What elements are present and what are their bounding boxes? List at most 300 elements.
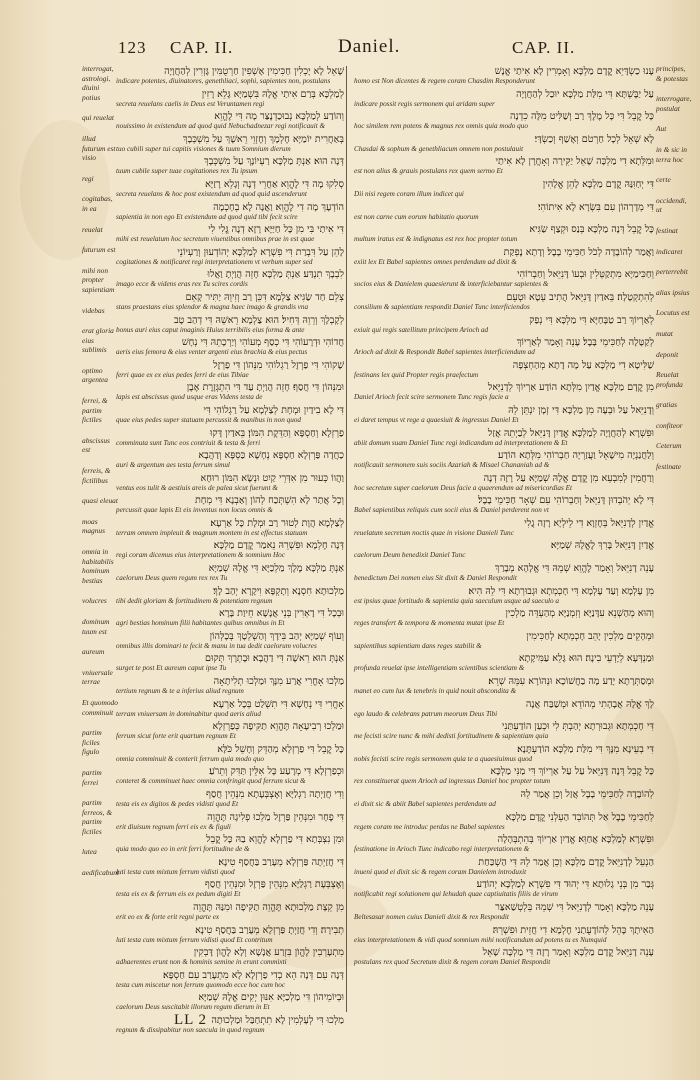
hebrew-line: אֱדַיִן דָּנִיֵּאל בָּרִךְ לֶאֱלָהּ שְׁמַיָּא׃ — [550, 540, 654, 552]
margin-note: Locutus est — [656, 308, 690, 318]
verse-pair — [116, 473, 344, 493]
margin-note: vniuersale terrae — [82, 667, 113, 687]
hebrew-line: אֱדַיִן לְדָנִיֵּאל בְּחֶזְוָא דִי לֵילְיָא רָזָה גֲלִי — [524, 517, 654, 529]
latin-interlinear-line: tuo cubili super tui capitis visiones & tuum Somnium dierum — [116, 144, 291, 153]
latin-interlinear-line: manet eo cum lux & tenebris in quid nouit abscondita & — [354, 687, 517, 696]
verse-pair — [354, 586, 654, 606]
margin-note: Et quomodo comminuit — [82, 697, 118, 717]
verse-pair — [116, 224, 344, 244]
column-divider — [346, 66, 347, 1012]
hebrew-line: אַנְתְּ הוּא רֵאשָׁה דִּי דַהֲבָא׃ וּבָתְרָךְ תְּקוּם — [205, 653, 344, 665]
verse-pair — [354, 857, 654, 877]
latin-interlinear-line: adhaerentes erunt non & hominis semine in erunt commixti — [116, 958, 287, 967]
latin-interlinear-line: testa eis ex digitos & pedes vidisti quod Et — [116, 800, 239, 808]
margin-note: gratias — [656, 400, 677, 410]
hebrew-line: עָנֵה דָנִיֵּאל וְאָמַר לֶהֱוֵא שְׁמֵהּ דִּי אֱלָהָא מְבָרַךְ — [494, 563, 654, 575]
hebrew-line: וּמְהָקֵים מַלְכִין יָהֵב חָכְמְתָא לְחַכִּימִין — [526, 630, 654, 642]
latin-interlinear-line: terram vniuersam in dominabitur quod aeris aliud — [116, 709, 261, 718]
verse-pair — [354, 450, 654, 470]
latin-interlinear-line: regnum & dissipabitur non saecula in quod regnum — [116, 1025, 265, 1034]
latin-interlinear-line: est non carne cum eorum habitatio quorum — [354, 212, 479, 221]
margin-note: omnia in habitabilis hominum bestias — [82, 547, 114, 585]
latin-interlinear-line: multum iratus est & indignatus est rex hoc propter totum — [354, 235, 518, 244]
verse-pair — [354, 89, 654, 109]
latin-interlinear-line: quae eius pedes super statuam percussit & manibus in non quod — [116, 415, 302, 424]
latin-interlinear-line: nouissimo in existendum ad quod quid Nebuchadnezar regi notificauit & — [116, 122, 326, 131]
verse-pair — [116, 89, 344, 109]
hebrew-line: הַנְעֵל לְדָנִיֵּאל קֳדָם מַלְכָּא וְכֵן אֲמַר לֵהּ דִּי הַשְׁכַּחַת — [478, 856, 654, 868]
hebrew-line: וְכָל אֲתַר לָא הִשְׁתְּכַח לְהוֹן וְאַבְנָא דִּי מְחָת — [194, 495, 344, 507]
verse-pair — [354, 428, 654, 448]
hebrew-line: דִּי יְחַוִּנַּהּ קֳדָם מַלְכָּא לָהֵן אֱלָהִין — [542, 178, 654, 190]
hebrew-line: וּמִן נִצְבְּתָא דִּי פַרְזְלָא לֶהֱוֵא בַהּ כָּל קֳבֵל — [206, 834, 344, 846]
verse-pair — [116, 518, 344, 538]
verse-pair — [116, 428, 344, 448]
hebrew-line: וְאֶצְבְּעָת רַגְלַיָּא מִנְּהֵין פַּרְזֶל וּמִנְּהֵין חֲסַף — [204, 879, 344, 891]
latin-interlinear-line: lapis est abscissus quod usque eras Videns testa de — [116, 393, 263, 402]
verse-pair — [354, 947, 654, 967]
hebrew-line: מִן עָלְמָא וְעַד עָלְמָא דִּי חָכְמְתָא וּגְבוּרְתָא דִּי לֵהּ הִיא׃ — [468, 585, 654, 597]
latin-interlinear-line: imago ecce & videns eras rex Tu scires cordis — [116, 280, 248, 289]
verse-pair — [354, 631, 654, 651]
hebrew-line: עָנֵה מַלְכָּא וְאָמַר לְדָנִיֵּאל דִּי שְׁמֵהּ בֵּלְטְשַׁאצַּר — [495, 901, 654, 913]
margin-note: Ceterum — [656, 441, 682, 451]
verse-pair — [116, 586, 344, 606]
hebrew-line: כַחֲדָה פַּרְזְלָא חַסְפָּא נְחָשָׁא כַּסְפָּא וְדַהֲבָא — [198, 450, 344, 462]
latin-interlinear-line: aeris eius femora & eius venter argenti eius brachia & eius pectus — [116, 348, 308, 357]
latin-interlinear-line: testa cum miscetur non ferrum quomodo ecce hoc cum hoc — [116, 980, 286, 989]
hebrew-line: וְחַכִּימַיָּא מִתְקַטְּלִין וּבְעוֹ דָּנִיֵּאל וְחַבְרוֹהִי — [517, 269, 654, 281]
hebrew-line: וְהוּא מְהַשְׁנֵא עִדָּנַיָּא וְזִמְנַיָּא מְהַעְדֵּה מַלְכִין — [505, 608, 654, 620]
hebrew-line: וּבְיוֹמֵיהוֹן דִּי מַלְכַיָּא אִנּוּן יְקִים אֱלָהּ שְׁמַיָּא — [198, 992, 344, 1004]
margin-note: Aut — [656, 124, 667, 134]
margin-note: quasi eleuat — [82, 496, 118, 506]
hebrew-line: שָׁקוֹהִי דִּי פַרְזֶל רַגְלוֹהִי מִנְּהוֹן דִּי פַרְזֶל — [213, 359, 344, 371]
margin-note: optimo argentea — [82, 365, 108, 385]
latin-interlinear-line: consilium & sapientiam respondit Daniel Tunc interficiendos — [354, 302, 530, 311]
verse-pair — [354, 563, 654, 583]
verse-pair — [354, 66, 654, 86]
hebrew-line: לִבְבָךְ תִנְדַּע׃ אַנְתְּ מַלְכָּא חָזֵה הֲוַיְתָ וַאֲלוּ — [207, 269, 344, 281]
hebrew-line: הוֹדְעָךְ מָה דִי לֶהֱוֵא׃ וַאֲנָה לָא בְחָכְמָה — [213, 201, 344, 213]
latin-interlinear-line: mihi est reuelatum hoc secretum viuentibus omnibus prae in est quae — [116, 235, 315, 244]
latin-interlinear-line: festinatione in Arioch Tunc indicabo regi interpretationem & — [354, 845, 530, 854]
verse-pair — [116, 360, 344, 380]
hebrew-line: לָהֵן עַל דִּבְרַת דִּי פִשְׁרָא לְמַלְכָּא יְהוֹדְעוּן וְרַעְיוֹנֵי — [177, 246, 344, 258]
latin-interlinear-line: reges transfert & tempora & momenta mutat ipse Et — [354, 619, 505, 628]
hebrew-line: וּמִלְּתָא דִי מַלְכָּה שָׁאֵל יַקִּירָה וְאָחֳרָן לָא אִיתַי — [495, 156, 654, 168]
latin-interlinear-line: profunda reuelat ipse intelligentiam scientibus scientiam & — [354, 664, 525, 673]
verse-pair — [116, 405, 344, 425]
latin-interlinear-line: me fecisti scire nunc & mihi dedisti fortitudinem & sapientiam quia — [354, 732, 549, 741]
latin-interlinear-line: Arioch ad dixit & Respondit Babel sapientes interficiendum ad — [354, 348, 535, 357]
verse-pair — [354, 518, 654, 538]
hebrew-line: סְלִקוּ מָה דִּי לֶהֱוֵא אַחֲרֵי דְנָה וְגָלֵא רָזַיָּא — [205, 178, 344, 190]
latin-interlinear-line: rex constituerat quem Arioch ad ingressus Daniel hoc propter totum — [354, 777, 551, 786]
hebrew-line: דִּי חֲזַיְתָה פַּרְזְלָא מְעָרַב בַּחֲסַף טִינָא׃ — [218, 856, 344, 868]
verse-pair — [354, 721, 654, 741]
left-margin-notes — [82, 64, 118, 889]
hebrew-line: פַרְזְלָא וְחַסְפָּא וְהַדֵּקֶת הִמּוֹן׃ בֵּאדַיִן דָּקוּ — [209, 427, 344, 439]
hebrew-line: לָךְ אֱלָהּ אֲבָהָתִי מְהוֹדֵא וּמְשַׁבַּח אֲנָה — [525, 698, 654, 710]
latin-interlinear-line: indicare potentes, diuinatores, genethliaci, sophi, sapientes non, postulans — [116, 77, 331, 85]
latin-interlinear-line: homo est Non dicentes & regem coram Chasdim Responderunt — [354, 77, 535, 85]
verse-pair — [116, 970, 344, 990]
hebrew-line: דִּי בְעֵינָא מִנָּךְ דִּי מִלַּת מַלְכָּא הוֹדַעְתֶּנָא׃ — [517, 743, 654, 755]
latin-interlinear-line: conteret & comminuet haec omnia confringit quod ferrum sicut & — [116, 777, 306, 786]
latin-interlinear-line: secreta reuelans & hoc post existendum ad quod quid ascenderunt — [116, 189, 307, 198]
hebrew-line: שַׁלִּיטָא דִי מַלְכָּא עַל מָה דָתָא מְהַחְצְפָה — [512, 359, 654, 371]
verse-pair — [354, 337, 654, 357]
margin-note: partim ferrei — [82, 767, 102, 787]
latin-interlinear-line: Dii nisi regem coram illum indicet qui — [354, 189, 464, 198]
hebrew-line: לְחַכִּימֵי בָבֶל אַל תְּהוֹבֵד הַעֵלְנִי קֳדָם מַלְכָּא — [505, 811, 654, 823]
latin-interlinear-line: auri & argentum aes testa ferrum simul — [116, 461, 230, 470]
margin-note: festinate — [656, 462, 682, 472]
latin-interlinear-line: est ipsius quae fortitudo & sapientia quia saeculum usque ad saeculo a — [354, 596, 560, 605]
verse-pair — [354, 382, 654, 402]
latin-interlinear-line: indicare possit regis sermonem qui aridam super — [354, 99, 495, 108]
latin-interlinear-line: luti testa cum mixtum ferrum vidisti quod Et contritum — [116, 935, 273, 944]
margin-note: alias ipsius — [656, 287, 690, 297]
latin-interlinear-line: Daniel Arioch fecit scire sermonem Tunc regis facie a — [354, 393, 509, 402]
verse-pair — [116, 834, 344, 854]
hebrew-line: דִּי פֶחָר וּמִנְּהֵין פַּרְזֶל מַלְכוּ פְלִיגָה תֶּהֱוֵה — [207, 811, 344, 823]
hebrew-line: וּכְפַרְזְלָא דִּי מְרָעַע כָּל אִלֵּין תַּדִּק וְתֵרֹעַ׃ — [209, 766, 344, 778]
verse-pair — [116, 269, 344, 289]
hebrew-line: עָנוּ כַשְׂדָּיֵא קֳדָם מַלְכָּא וְאָמְרִין לָא אִיתַי אֱנָשׁ — [494, 66, 654, 77]
margin-note: cogitabas, in ea — [82, 194, 113, 213]
hebrew-line: עַל יַבֶּשְׁתָּא דִּי מִלַּת מַלְכָּא יוּכַל לְהַחֲוָיָה — [516, 88, 654, 100]
hebrew-line: וּבְכָל דִּי דָאְרִין בְּנֵי אֲנָשָׁא חֵיוַת בָּרָא — [218, 608, 344, 620]
hebrew-line: וּמַלְכוּ רְבִיעָאָה תֶּהֱוֵא תַקִּיפָה כְּפַרְזְלָא — [212, 721, 344, 733]
latin-interlinear-line: inueni quod ei dixit sic & regem coram Danielem introduxit — [354, 867, 527, 876]
verse-pair — [116, 315, 344, 335]
verse-pair — [116, 337, 344, 357]
hebrew-line: כָּל קֳבֵל דְּנָה מַלְכָּא בְּנַס וּקְצַף שַׂגִּיא — [529, 224, 654, 236]
hebrew-line: וְדִי חֲזַיְתָה רַגְלַיָּא וְאֶצְבְּעָתָא מִנְּהֵין חֲסַף — [206, 789, 344, 800]
hebrew-line: דִּי אִיתַי בִּי מִן כָּל חַיַּיָּא רָזָא דְנָה גֱּלִי לִי — [208, 224, 344, 236]
margin-note: in & sic in terra hoc — [656, 144, 687, 164]
hebrew-line: מִן קְצָת מַלְכוּתָא תֶּהֱוֵה תַקִּיפָה וּמִנַּהּ תֶּהֱוֵה — [193, 901, 344, 913]
verse-pair — [116, 66, 344, 86]
latin-interlinear-line: erit diuisum regnum ferri eis ex & figuli — [116, 822, 231, 831]
hebrew-line: אָחֳרִי דִּי נְחָשָׁא דִּי תִשְׁלַט בְּכָל אַרְעָא׃ — [213, 698, 344, 710]
verse-pair — [116, 902, 344, 922]
latin-interlinear-line: tuum cubile super tuae cogitationes rex Tu ipsum — [116, 167, 258, 176]
verse-pair — [354, 676, 654, 696]
hebrew-line: עָנֵה דָנִיֵּאל קֳדָם מַלְכָּא וְאָמַר רָזָה דִּי מַלְכָּה שָׁאֵל — [482, 947, 654, 959]
margin-note: Reuelat profunda — [656, 370, 683, 389]
verse-pair — [354, 902, 654, 922]
verse-pair — [116, 563, 344, 583]
margin-note: principes, & potestas — [656, 64, 688, 83]
hebrew-line: וּמְסַתְּרָתָא יָדַע מָה בַחֲשׁוֹכָא וּנְהוֹרָא עִמֵּהּ שְׁרֵא׃ — [488, 676, 654, 688]
margin-note: qui reuelat — [82, 113, 114, 123]
latin-interlinear-line: surget te post Et aureum caput ipse Tu — [116, 664, 227, 673]
verse-pair — [354, 879, 654, 899]
hebrew-line: שָׁאֵל לָא יָכְלִין חַכִּימִין אָשְׁפִין חַרְטֻמִּין גָּזְרִין לְהַחֲוָיָה — [164, 66, 344, 77]
margin-note: moas magnus — [82, 516, 105, 536]
margin-note: erat gloria eius sublimis — [82, 326, 114, 355]
margin-note: ferreis, & fictilibus — [82, 466, 111, 485]
latin-interlinear-line: comminuta sunt Tunc eos contriuit & testa & ferri — [116, 438, 261, 447]
verse-pair — [116, 495, 344, 515]
verse-pair — [116, 992, 344, 1012]
latin-interlinear-line: notificabit regi solutionem qui Iehudah quae captiuitatis filiis de virum — [354, 890, 558, 899]
hebrew-line: וּפִשְׁרָא לְמַלְכָּא אֲחַוֵּא׃ אֱדַיִן אַרְיוֹךְ בְּהִתְבְּהָלָה — [497, 834, 654, 846]
verse-pair — [354, 789, 654, 809]
latin-interlinear-line: notificauit sermonem suis sociis Azariah & Misael Chananiah ad & — [354, 461, 550, 470]
hebrew-line: וְרַחֲמִין לְמִבְעֵא מִן קֳדָם אֱלָהּ שְׁמַיָּא עַל רָזָה דְנָה — [483, 472, 654, 484]
margin-note: volucres — [82, 596, 107, 606]
latin-interlinear-line: sapientia in non ego Et existendum ad quod quid tibi fecit scire — [116, 212, 298, 221]
margin-note: perterrebit — [656, 267, 688, 277]
verse-pair — [354, 699, 654, 719]
latin-interlinear-line: hoc secretum super caelorum Deus facie a quaerendum ad misericordias Et — [354, 483, 572, 492]
margin-note: reuelat — [82, 224, 103, 234]
latin-interlinear-line: erit eo ex & forte erit regni parte ex — [116, 912, 220, 921]
latin-interlinear-line: exiuit qui regis satellitum principem Arioch ad — [354, 325, 489, 334]
hebrew-line: תְבִירָה׃ וְדִי חֲזַיְתָ פַּרְזְלָא מְעָרַב בַּחֲסַף טִינָא — [195, 924, 344, 936]
hebrew-line: מַלְכוּתָא חִסְנָא וְתָקְפָּא וִיקָרָא יְהַב לָךְ׃ — [213, 585, 344, 597]
hebrew-line: וּמַנְדְּעָא לְיָדְעֵי בִינָה׃ הוּא גָּלֵא עַמִּיקָתָא — [518, 653, 654, 665]
margin-note: illud futurum est visio — [82, 133, 116, 163]
latin-interlinear-line: percussit quae lapis Et eis inventus non locus omnis & — [116, 506, 273, 515]
verse-pair — [354, 495, 654, 515]
latin-interlinear-line: agri bestias hominum filii habitantes quibus omnibus in Et — [116, 619, 285, 628]
hebrew-line: וּמִנְּהוֹן דִּי חֲסַף׃ חָזֵה הֲוַיְתָ עַד דִּי הִתְגְּזֶרֶת אֶבֶן — [186, 382, 344, 394]
latin-interlinear-line: hoc similem rem potens & magnus rex omnis quia modo quo — [354, 122, 528, 131]
margin-note: aedificabunt — [82, 868, 119, 878]
verse-pair — [354, 405, 654, 425]
hebrew-line: לְמַלְכָּא בְּרַם אִיתַי אֱלָהּ בִּשְׁמַיָּא גָּלֵא רָזִין — [201, 88, 344, 100]
chapter-heading-left: CAP. II. — [170, 38, 234, 57]
verse-pair — [116, 766, 344, 786]
verse-pair — [116, 247, 344, 267]
latin-interlinear-line: ei dixit sic & abiit Babel sapientes perdendum ad — [354, 800, 496, 808]
chapter-heading-right: CAP. II. — [512, 38, 576, 57]
latin-interlinear-line: ferrum sicut forte erit quartum regnum Et — [116, 732, 236, 741]
hebrew-line: כָּל קֳבֵל דִּי כָּל מֶלֶךְ רַב וְשַׁלִּיט מִלָּה כִדְנָה — [509, 111, 654, 123]
latin-interlinear-line: ei daret tempus vt rege a quaesiuit & ingressus Daniel Et — [354, 415, 519, 424]
margin-note: occidendi, ut — [656, 195, 687, 215]
margin-note: mutat — [656, 328, 673, 338]
latin-interlinear-line: reuelatum secretum noctis quae in visione Danieli Tunc — [354, 528, 514, 537]
verse-pair — [116, 179, 344, 199]
margin-note: abscissus est — [82, 435, 110, 455]
verse-pair — [116, 1015, 344, 1035]
margin-note: interrogare, postulat — [656, 94, 692, 113]
margin-note: mihi non propter sapientiam — [82, 265, 115, 294]
hebrew-line: דִּי לָא בִידַיִן וּמְחָת לְצַלְמָא עַל רַגְלוֹהִי דִּי — [203, 404, 344, 416]
margin-note: certe — [656, 175, 671, 185]
verse-pair — [116, 744, 344, 764]
hebrew-line: אַנְתְּ מַלְכָּא מֶלֶךְ מַלְכַיָּא דִּי אֱלָהּ שְׁמַיָּא — [208, 563, 344, 575]
verse-pair — [116, 134, 344, 154]
hebrew-line: לָא שְׁאֵל לְכָל חַרְטֹם וְאָשַׁף וְכַשְׂדָּי׃ — [534, 133, 654, 145]
verse-pair — [354, 156, 654, 176]
hebrew-line: חֲדוֹהִי וּדְרָעוֹהִי דִּי כְסַף מְעוֹהִי וְיַרְכָתֵהּ דִּי נְחָשׁ — [181, 337, 344, 349]
verse-pair — [116, 111, 344, 131]
verse-pair — [116, 947, 344, 967]
latin-interlinear-line: luti testa cum mixtum ferrum vidisti quod — [116, 867, 235, 876]
latin-interlinear-line: ferri quae ex ex eius pedes ferri de eius Tibiae — [116, 370, 249, 379]
verse-pair — [354, 473, 654, 493]
verse-pair — [354, 608, 654, 628]
latin-interlinear-line: ventus eos tulit & aestiuis areis de palea sicut fuerunt & — [116, 483, 278, 492]
hebrew-line: דְּנָה הוּא׃ אַנְתְּ מַלְכָּא רַעְיוֹנָךְ עַל מִשְׁכְּבָךְ — [204, 156, 344, 168]
book-title: Daniel. — [338, 36, 401, 57]
verse-pair — [354, 834, 654, 854]
margin-note: ferrei, & partim fictiles — [82, 396, 108, 425]
margin-note: partim ferreos, & partim fictiles — [82, 798, 113, 836]
hebrew-line: לְהוֹבָדָה לְחַכִּימֵי בָבֶל אֲזַל וְכֵן אֲמַר לֵהּ — [520, 789, 654, 800]
hebrew-line: גְּבַר מִן בְּנֵי גָלוּתָא דִּי יְהוּד דִּי פִשְׁרָא לְמַלְכָּא יְהוֹדַע׃ — [476, 879, 654, 891]
verse-pair — [354, 925, 654, 945]
latin-interlinear-line: testa eis ex & ferrum eis ex pedum digiti Et — [116, 890, 241, 899]
latin-interlinear-line: nobis fecisti scire regis sermonem quia te a quaesiuimus quod — [354, 754, 533, 763]
verse-pair — [116, 699, 344, 719]
hebrew-line: דְּנָה חֶלְמָא וּפִשְׁרֵהּ נֵאמַר קֳדָם מַלְכָּא׃ — [213, 540, 344, 552]
margin-note: partim ficiles figulo — [82, 728, 102, 757]
latin-interlinear-line: omnia comminuit & conterit ferrum quia modo quo — [116, 754, 264, 763]
verse-pair — [116, 450, 344, 470]
hebrew-line: מִן קֳדָם מַלְכָּא אֱדַיִן מִלְּתָא הוֹדַע אַרְיוֹךְ לְדָנִיֵּאל — [487, 382, 654, 394]
right-text-column — [354, 66, 654, 1012]
verse-pair — [354, 269, 654, 289]
verse-pair — [354, 179, 654, 199]
hebrew-line: וְהוֹדַע לְמַלְכָּא נְבוּכַדְנֶצַּר מָה דִּי לֶהֱוֵא — [214, 111, 344, 123]
verse-pair — [354, 812, 654, 832]
verse-pair — [116, 292, 344, 312]
latin-interlinear-line: Babel sapientibus reliquis cum socii eius & Daniel perderent non vt — [354, 506, 549, 515]
margin-note: interrogat, astrologi, diuini potius — [82, 64, 114, 102]
latin-interlinear-line: regem coram me introduc perdas ne Babel sapientes — [354, 822, 505, 831]
verse-pair — [354, 134, 654, 154]
verse-pair — [116, 812, 344, 832]
hebrew-line: דִּי חָכְמְתָא וּגְבוּרְתָא יְהַבְתְּ לִי וּכְעַן הוֹדַעְתַּנִי — [501, 721, 654, 733]
hebrew-line: מִתְעָרְבִין לֶהֱוֺן בִּזְרַע אֲנָשָׁא וְלָא לֶהֱוֺן דָּבְקִין — [193, 947, 344, 959]
latin-interlinear-line: cogitationes & notificaret regi interpretationem vt verbum super sed — [116, 257, 313, 266]
verse-pair — [116, 653, 344, 673]
verse-pair — [354, 540, 654, 560]
hebrew-line: צְלֵם חַד שַׂגִּיא צַלְמָא דִּכֵּן רַב וְזִיוֵהּ יַתִּיר קָאֵם — [185, 291, 344, 303]
latin-interlinear-line: sapientibus sapientiam dans reges stabilit & — [354, 641, 482, 650]
hebrew-line: לְהִתְקְטָלָה׃ בֵּאדַיִן דָּנִיֵּאל הֲתִיב עֵטָא וּטְעֵם — [506, 291, 654, 303]
hebrew-line: לְאַרְיוֹךְ רַב טַבָּחַיָּא דִּי מַלְכָּא דִּי נְפַק — [529, 314, 654, 326]
hebrew-line: וּפִשְׁרָא לְהַחֲוָיָה לְמַלְכָּא׃ אֱדַיִן דָּנִיֵּאל לְבַיְתֵהּ אֲזַל — [487, 427, 654, 439]
running-header — [0, 36, 700, 66]
verse-pair — [116, 608, 344, 628]
verse-pair — [116, 156, 344, 176]
signature-mark: LL 2 — [174, 1012, 208, 1028]
verse-pair — [354, 247, 654, 267]
margin-note: festinat — [656, 225, 678, 235]
latin-interlinear-line: bonus auri eius caput imaginis Huius terribilis eius forma & ante — [116, 325, 305, 334]
margin-note: regi — [82, 173, 94, 183]
verse-pair — [354, 224, 654, 244]
hebrew-line: וַאֲמַר לְהוֹבָדָה לְכֹל חַכִּימֵי בָבֶל׃ וְדָתָא נֶפְקַת — [503, 246, 654, 258]
latin-interlinear-line: stans praestans eius splendor & magna haec imago & grandis vna — [116, 302, 309, 311]
hebrew-line: וְעוֹף שְׁמַיָּא יְהַב בִּידָךְ וְהַשְׁלְטָךְ בְּכָלְּהוֹן — [209, 630, 344, 642]
verse-pair — [354, 360, 654, 380]
verse-pair — [354, 744, 654, 764]
latin-interlinear-line: Beltesasar nomen cuius Danieli dixit & rex Respondit — [354, 912, 509, 921]
latin-interlinear-line: ego laudo & celebrans patrum meorum Deus Tibi — [354, 709, 498, 718]
hebrew-line: מַלְכוּ אָחֳרִי אֲרַע מִנָּךְ וּמַלְכוּ תְלִיתָאָה — [213, 676, 344, 688]
margin-note: lutea — [82, 847, 97, 857]
latin-interlinear-line: Chasdai & sophum & genethliacum omnem non postulauit — [354, 144, 524, 153]
verse-pair — [116, 202, 344, 222]
verse-pair — [354, 766, 654, 786]
latin-interlinear-line: abiit domum suam Daniel Tunc regi indicandum ad interpretationem & Et — [354, 438, 568, 447]
hebrew-line: דִּי לָא יְהֹבְדוּן דָּנִיֵּאל וְחַבְרוֹהִי עִם שְׁאָר חַכִּימֵי בָבֶל׃ — [478, 495, 654, 507]
verse-pair — [116, 676, 344, 696]
latin-interlinear-line: socios eius & Danielem quaesierunt & interficiebantur sapientes & — [354, 280, 549, 289]
verse-pair — [116, 540, 344, 560]
latin-interlinear-line: caelorum Deum benedixit Daniel Tunc — [354, 551, 466, 560]
hebrew-line: דִּי מְדָרְהוֹן עִם בִּשְׂרָא לָא אִיתוֹהִי׃ — [538, 201, 654, 213]
hebrew-line: דְּנָה עִם דְּנָה הֵא כְדִי פַרְזְלָא לָא מִתְעָרַב עִם חַסְפָּא׃ — [162, 969, 344, 981]
latin-interlinear-line: benedictum Dei nomen eius Sit dixit & Daniel Respondit — [354, 574, 517, 583]
hebrew-line: לְקַטָּלָה לְחַכִּימֵי בָּבֶל׃ עָנֵה וְאָמַר לְאַרְיוֹךְ — [516, 337, 654, 349]
latin-interlinear-line: est non alius & grauis postulans rex quem sermo Et — [354, 167, 503, 176]
latin-interlinear-line: tertium regnum & te a inferius aliud regnum — [116, 687, 244, 696]
latin-interlinear-line: postulans rex quod Secretum dixit & regem coram Daniel Respondit — [354, 958, 551, 967]
hebrew-line: כָּל קֳבֵל דְּנָה דָּנִיֵּאל עַל עַל אַרְיוֹךְ דִּי מַנִּי מַלְכָּא — [490, 766, 654, 778]
verse-pair — [116, 879, 344, 899]
margin-note: futurum est — [82, 245, 116, 255]
verse-pair — [116, 382, 344, 402]
verse-pair — [354, 653, 654, 673]
verse-pair — [354, 111, 654, 131]
verse-pair — [354, 315, 654, 335]
margin-note: aureum — [82, 647, 105, 657]
verse-pair — [354, 292, 654, 312]
latin-interlinear-line: caelorum Deus suscitabit illorum regum dierum in Et — [116, 1003, 270, 1012]
verse-pair — [116, 721, 344, 741]
latin-interlinear-line: regi coram dicemus eius interpretationem & somnium Hoc — [116, 551, 285, 560]
hebrew-line: לְצַלְמָא הֲוָת לְטוּר רַב וּמְלָת כָּל אַרְעָא׃ — [210, 517, 344, 529]
hebrew-line: מַלְכוּ דִּי לְעָלְמִין לָא תִתְחַבַּל וּמַלְכוּתָה — [211, 1014, 344, 1026]
latin-interlinear-line: secreta reuelans caelis in Deus est Veruntamen regi — [116, 99, 265, 108]
latin-interlinear-line: caelorum Deus quem regum rex rex Tu — [116, 574, 228, 583]
verse-pair — [116, 631, 344, 651]
verse-pair — [354, 202, 654, 222]
hebrew-line: כָּל קֳבֵל דִּי פַרְזְלָא מְהַדֵּק וְחָשֵׁל כֹּלָּא — [217, 743, 344, 755]
margin-note: dominum tuum est — [82, 616, 110, 636]
hebrew-line: בְּאַחֲרִית יוֹמַיָּא חֶלְמָךְ וְחֶזְוֵי רֵאשָׁךְ עַל מִשְׁכְּבָךְ — [182, 133, 344, 145]
hebrew-line: וְדָנִיֵּאל עַל וּבְעָה מִן מַלְכָּא דִּי זְמָן יִנְתֵּן לֵהּ — [508, 404, 654, 416]
verse-pair — [116, 925, 344, 945]
latin-interlinear-line: quia modo quo eo in erit ferri fortitudine de & — [116, 845, 250, 854]
page-number: 123 — [118, 38, 147, 57]
verse-pair — [116, 789, 344, 809]
hebrew-line: וַהֲווֹ כְּעוּר מִן אִדְּרֵי קַיִט וּנְשָׂא הִמּוֹן רוּחָא — [200, 472, 344, 484]
verse-pair — [116, 857, 344, 877]
latin-interlinear-line: omnibus illis dominari te fecit & manu in tua dedit caelorum volucres — [116, 641, 317, 650]
latin-interlinear-line: terram omnem impleuit & magnum montem in est effectus statuam — [116, 528, 308, 537]
margin-note: confiteor — [656, 420, 683, 430]
margin-note: deponit — [656, 349, 679, 359]
hebrew-line: וְלַחֲנַנְיָה מִישָׁאֵל וַעֲזַרְיָה חַבְרוֹהִי מִלְּתָא הוֹדַע׃ — [498, 450, 654, 462]
latin-interlinear-line: exiit lex Et Babel sapientes omnes perdendum ad dixit & — [354, 257, 517, 266]
hebrew-line: הַאִיתָךְ כָּהֵל לְהוֹדָעֻתַנִי חֶלְמָא דִי חֲזֵית וּפִשְׁרֵהּ׃ — [492, 924, 654, 936]
right-margin-notes — [656, 64, 692, 483]
hebrew-line: לְקָבְלָךְ וְרֵוֵהּ דְּחִיל׃ הוּא צַלְמָא רֵאשֵׁהּ דִּי דְהַב טָב — [173, 314, 344, 326]
latin-interlinear-line: eius interpretationem & vidi quod somnium mihi notificandum ad potens tu es Numquid — [354, 935, 607, 944]
